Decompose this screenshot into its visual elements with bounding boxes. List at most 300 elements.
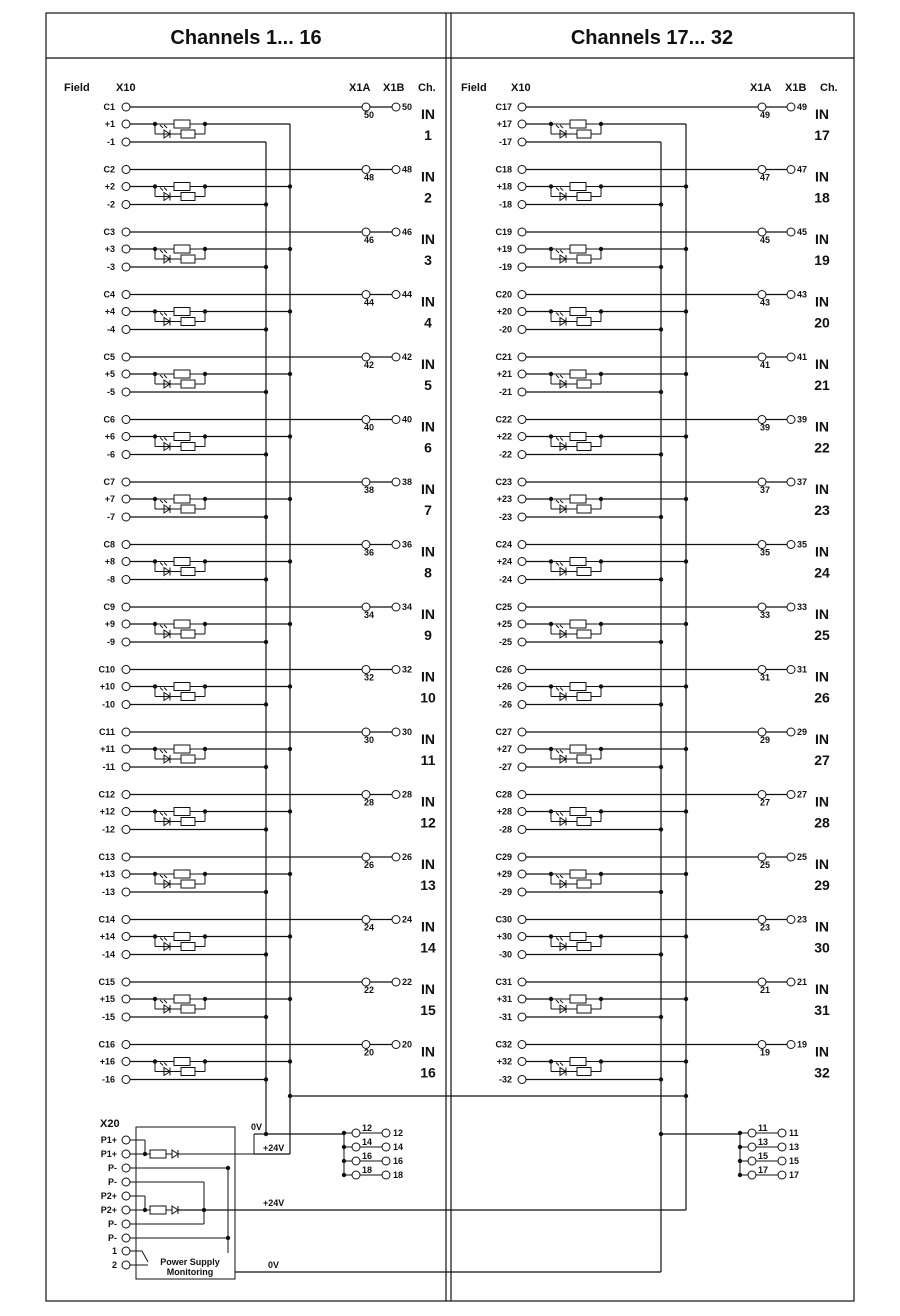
x1b-pin xyxy=(787,478,795,486)
channel-block-5 xyxy=(103,352,435,397)
x20-pin-label: P- xyxy=(108,1219,117,1229)
terminal-label-c: C5 xyxy=(103,352,115,362)
x10-c-pin xyxy=(518,666,526,674)
led-ray xyxy=(556,1063,559,1066)
resistor-symbol xyxy=(570,745,586,753)
led-ray xyxy=(164,563,167,566)
left-supply-terminal-number-b: 16 xyxy=(393,1156,404,1166)
led-ray xyxy=(160,125,163,128)
led-ray xyxy=(560,563,563,566)
x10-minus-pin xyxy=(518,201,526,209)
x10-plus-pin xyxy=(122,683,130,691)
led-ray xyxy=(164,125,167,128)
label-0v-bottom: 0V xyxy=(268,1260,280,1270)
x1a-number: 47 xyxy=(760,172,771,183)
terminal-label-plus: +18 xyxy=(496,181,512,192)
x10-c-pin xyxy=(122,916,130,924)
x10-plus-pin xyxy=(122,495,130,503)
x10-plus-pin xyxy=(518,933,526,941)
x1b-pin xyxy=(787,103,795,111)
led-ray xyxy=(160,813,163,816)
terminal-label-minus: -10 xyxy=(101,699,115,710)
led-ray xyxy=(160,688,163,691)
channel-block-26 xyxy=(495,665,830,710)
x10-label: X10 xyxy=(116,82,136,94)
led-ray xyxy=(160,375,163,378)
led-ray xyxy=(160,938,163,941)
channel-io-label: IN xyxy=(421,293,435,310)
resistor-symbol xyxy=(577,1068,591,1076)
led-ray xyxy=(160,1000,163,1003)
x10-minus-pin xyxy=(518,888,526,896)
x10-minus-pin xyxy=(518,263,526,271)
x10-plus-pin xyxy=(518,370,526,378)
x10-c-pin xyxy=(122,728,130,736)
channel-io-label: IN xyxy=(815,731,829,747)
channel-io-label: IN xyxy=(815,606,829,622)
channel-io-label: IN xyxy=(815,793,829,810)
channel-io-label: IN xyxy=(421,106,435,122)
terminal-label-minus: -28 xyxy=(498,824,512,835)
x20-pin-label: P1+ xyxy=(100,1149,117,1159)
terminal-label-c: C6 xyxy=(103,414,115,425)
channel-io-label: IN xyxy=(421,668,435,685)
terminal-label-minus: -8 xyxy=(106,574,115,585)
led-ray xyxy=(556,938,559,941)
channel-io-label: IN xyxy=(421,606,435,622)
led-ray xyxy=(560,250,563,253)
x10-plus-pin xyxy=(122,183,130,191)
terminal-label-minus: -11 xyxy=(102,762,115,772)
channel-block-7 xyxy=(103,477,435,522)
x10-minus-pin xyxy=(122,451,130,459)
x10-c-pin xyxy=(122,666,130,674)
x1b-number: 32 xyxy=(402,664,413,675)
x20-pin xyxy=(122,1261,130,1269)
resistor-symbol xyxy=(174,245,190,253)
channel-block-10 xyxy=(98,665,436,710)
x1b-number: 39 xyxy=(797,414,808,425)
x10-c-pin xyxy=(518,228,526,236)
left-supply-terminal-pin-a xyxy=(352,1171,360,1179)
led-ray xyxy=(160,625,163,628)
led-ray xyxy=(560,125,563,128)
x1b-number: 27 xyxy=(797,789,808,800)
x1b-number: 38 xyxy=(402,477,413,487)
led-ray xyxy=(556,250,559,253)
terminal-label-c: C10 xyxy=(98,664,115,675)
right-supply-terminal-number-a: 15 xyxy=(758,1151,769,1161)
resistor-symbol xyxy=(181,630,195,638)
x10-minus-pin xyxy=(122,388,130,396)
terminal-label-c: C3 xyxy=(103,227,115,237)
channel-io-label: IN xyxy=(421,543,435,560)
terminal-label-c: C18 xyxy=(495,164,512,175)
x1a-number: 19 xyxy=(760,1047,771,1058)
led-ray xyxy=(164,750,167,753)
led-ray xyxy=(160,875,163,878)
x20-pin-label: P- xyxy=(108,1233,117,1243)
led-ray xyxy=(164,188,167,191)
resistor-symbol xyxy=(577,380,591,388)
x10-c-pin xyxy=(122,603,130,611)
panel-title-left: Channels 1... 16 xyxy=(170,27,322,49)
resistor-symbol xyxy=(570,995,586,1003)
channel-block-19 xyxy=(495,227,830,272)
x20-pin-label: P- xyxy=(108,1163,117,1173)
terminal-label-plus: +14 xyxy=(99,931,115,942)
fuse-symbol xyxy=(150,1150,166,1158)
x10-c-pin xyxy=(518,291,526,299)
x1a-number: 40 xyxy=(364,422,375,433)
resistor-symbol xyxy=(181,943,195,951)
x1a-number: 41 xyxy=(760,360,771,370)
resistor-symbol xyxy=(577,318,591,326)
resistor-symbol xyxy=(577,255,591,263)
x10-plus-pin xyxy=(122,308,130,316)
x10-plus-pin xyxy=(122,1058,130,1066)
resistor-symbol xyxy=(577,505,591,513)
terminal-label-plus: +9 xyxy=(104,619,115,629)
x1b-number: 36 xyxy=(402,539,413,550)
channel-number: 14 xyxy=(420,939,436,956)
channel-io-label: IN xyxy=(421,793,435,810)
terminal-label-minus: -31 xyxy=(498,1012,512,1022)
x10-label: X10 xyxy=(511,82,531,94)
label-0v-top: 0V xyxy=(251,1122,263,1132)
x1b-pin xyxy=(392,478,400,486)
x1b-label: X1B xyxy=(383,82,405,94)
channel-block-4 xyxy=(103,290,435,335)
channel-number: 11 xyxy=(420,752,436,768)
x10-minus-pin xyxy=(518,701,526,709)
channel-io-label: IN xyxy=(421,1043,435,1060)
led-ray xyxy=(556,438,559,441)
x1b-pin xyxy=(392,166,400,174)
x1a-number: 24 xyxy=(364,922,375,933)
x10-minus-pin xyxy=(518,763,526,771)
x1b-number: 37 xyxy=(797,477,808,487)
x1b-pin xyxy=(392,416,400,424)
terminal-label-c: C11 xyxy=(98,727,115,737)
channel-block-1 xyxy=(103,102,435,147)
x10-c-pin xyxy=(122,1041,130,1049)
terminal-label-plus: +10 xyxy=(99,681,115,692)
x1a-number: 28 xyxy=(364,797,375,808)
led-ray xyxy=(556,125,559,128)
terminal-label-c: C27 xyxy=(495,727,512,737)
terminal-label-minus: -1 xyxy=(106,137,115,147)
resistor-symbol xyxy=(174,620,190,628)
channel-block-25 xyxy=(495,602,830,647)
channel-number: 10 xyxy=(420,689,436,706)
x20-pin xyxy=(122,1164,130,1172)
right-supply-terminal-number-a: 13 xyxy=(758,1137,769,1147)
channel-number: 5 xyxy=(424,377,432,393)
terminal-label-c: C7 xyxy=(103,477,115,487)
terminal-label-plus: +31 xyxy=(496,994,512,1004)
terminal-label-plus: +4 xyxy=(104,306,115,317)
x1b-number: 40 xyxy=(402,414,413,425)
channel-block-9 xyxy=(103,602,435,647)
x1a-number: 50 xyxy=(364,110,375,120)
channel-number: 24 xyxy=(814,564,830,581)
left-supply-terminal-number-b: 12 xyxy=(393,1128,404,1138)
right-supply-terminal-number-b: 11 xyxy=(789,1128,799,1138)
led-ray xyxy=(556,313,559,316)
terminal-label-minus: -26 xyxy=(498,699,512,710)
x10-minus-pin xyxy=(518,576,526,584)
x1a-number: 22 xyxy=(364,985,375,995)
resistor-symbol xyxy=(570,808,586,816)
terminal-label-c: C17 xyxy=(495,102,512,112)
led-ray xyxy=(164,438,167,441)
junction-dot xyxy=(143,1208,147,1212)
resistor-symbol xyxy=(577,568,591,576)
right-supply-terminal-pin-b xyxy=(778,1171,786,1179)
terminal-label-c: C24 xyxy=(495,539,512,550)
terminal-label-minus: -20 xyxy=(498,324,512,335)
right-supply-terminal-number-b: 17 xyxy=(789,1170,800,1180)
diode-symbol xyxy=(172,1206,178,1214)
x1a-label: X1A xyxy=(349,82,371,94)
led-ray xyxy=(164,250,167,253)
resistor-symbol xyxy=(570,558,586,566)
resistor-symbol xyxy=(577,818,591,826)
resistor-symbol xyxy=(570,183,586,191)
x1b-number: 19 xyxy=(797,1039,808,1050)
terminal-label-plus: +15 xyxy=(99,994,115,1004)
terminal-label-plus: +5 xyxy=(104,369,115,379)
resistor-symbol xyxy=(174,120,190,128)
channel-number: 22 xyxy=(814,439,830,456)
junction-dot xyxy=(202,1208,206,1212)
channel-block-18 xyxy=(495,165,830,210)
resistor-symbol xyxy=(181,318,195,326)
resistor-symbol xyxy=(174,433,190,441)
led-ray xyxy=(556,688,559,691)
resistor-symbol xyxy=(174,808,190,816)
terminal-label-c: C31 xyxy=(495,977,512,987)
terminal-label-minus: -5 xyxy=(106,387,115,397)
terminal-label-plus: +16 xyxy=(99,1056,115,1067)
x1b-pin xyxy=(787,291,795,299)
x20-pin xyxy=(122,1178,130,1186)
terminal-label-minus: -14 xyxy=(101,949,115,960)
panel-title-right: Channels 17... 32 xyxy=(570,27,734,49)
resistor-symbol xyxy=(174,870,190,878)
resistor-symbol xyxy=(174,683,190,691)
terminal-label-plus: +7 xyxy=(104,494,115,504)
x10-plus-pin xyxy=(518,620,526,628)
x10-plus-pin xyxy=(518,245,526,253)
x10-c-pin xyxy=(518,1041,526,1049)
led-ray xyxy=(164,938,167,941)
led-ray xyxy=(560,438,563,441)
x10-c-pin xyxy=(518,791,526,799)
x10-minus-pin xyxy=(122,826,130,834)
left-supply-terminal-number-a: 14 xyxy=(362,1137,373,1147)
x1b-pin xyxy=(787,353,795,361)
x1b-pin xyxy=(787,416,795,424)
channel-number: 28 xyxy=(814,814,830,831)
resistor-symbol xyxy=(570,433,586,441)
x10-c-pin xyxy=(122,103,130,111)
x1a-number: 46 xyxy=(364,235,375,245)
x20-pin xyxy=(122,1234,130,1242)
x1b-number: 35 xyxy=(797,539,808,550)
channel-io-label: IN xyxy=(815,543,829,560)
channel-block-22 xyxy=(495,415,830,460)
led-ray xyxy=(556,375,559,378)
terminal-label-c: C2 xyxy=(103,164,115,175)
terminal-label-plus: +8 xyxy=(104,556,115,567)
resistor-symbol xyxy=(174,933,190,941)
x10-plus-pin xyxy=(122,120,130,128)
channel-number: 18 xyxy=(814,189,830,206)
channel-block-11 xyxy=(99,727,436,772)
terminal-label-minus: -7 xyxy=(106,512,115,522)
x1a-number: 36 xyxy=(364,547,375,558)
resistor-symbol xyxy=(174,558,190,566)
x1b-pin xyxy=(787,978,795,986)
terminal-label-minus: -18 xyxy=(498,199,512,210)
x1b-pin xyxy=(392,1041,400,1049)
led-ray xyxy=(164,1063,167,1066)
terminal-label-minus: -22 xyxy=(498,449,512,460)
x10-c-pin xyxy=(122,541,130,549)
left-supply-terminal-number-a: 18 xyxy=(362,1165,373,1175)
x10-minus-pin xyxy=(122,513,130,521)
terminal-label-c: C20 xyxy=(495,289,512,300)
channel-io-label: IN xyxy=(815,918,829,935)
channel-number: 1 xyxy=(424,127,432,143)
resistor-symbol xyxy=(181,505,195,513)
resistor-symbol xyxy=(577,1005,591,1013)
x20-pin-label: P- xyxy=(108,1177,117,1187)
channel-block-29 xyxy=(495,852,830,897)
led-ray xyxy=(164,688,167,691)
resistor-symbol xyxy=(577,130,591,138)
x10-minus-pin xyxy=(518,1076,526,1084)
x1b-number: 31 xyxy=(797,664,808,675)
left-supply-terminal-number-a: 12 xyxy=(362,1123,373,1133)
x10-minus-pin xyxy=(518,513,526,521)
x10-minus-pin xyxy=(122,138,130,146)
x10-minus-pin xyxy=(518,826,526,834)
x1a-number: 30 xyxy=(364,735,375,745)
terminal-label-plus: +22 xyxy=(496,431,512,442)
terminal-label-c: C26 xyxy=(495,664,512,675)
right-supply-terminal-pin-a xyxy=(748,1143,756,1151)
left-supply-terminal-pin-a xyxy=(352,1129,360,1137)
x10-minus-pin xyxy=(518,1013,526,1021)
x20-pin-label: P2+ xyxy=(100,1205,117,1215)
channel-number: 9 xyxy=(424,627,432,643)
led-ray xyxy=(164,313,167,316)
resistor-symbol xyxy=(577,880,591,888)
x1b-pin xyxy=(787,166,795,174)
x10-c-pin xyxy=(518,541,526,549)
led-ray xyxy=(560,625,563,628)
resistor-symbol xyxy=(570,683,586,691)
right-supply-terminal-number-a: 11 xyxy=(758,1123,768,1133)
terminal-label-plus: +29 xyxy=(496,869,512,879)
x1b-pin xyxy=(787,916,795,924)
x1a-number: 35 xyxy=(760,547,771,558)
resistor-symbol xyxy=(570,1058,586,1066)
terminal-label-plus: +23 xyxy=(496,494,512,504)
resistor-symbol xyxy=(174,370,190,378)
x10-plus-pin xyxy=(518,558,526,566)
channel-block-13 xyxy=(98,852,436,897)
right-supply-terminal-number-a: 17 xyxy=(758,1165,769,1175)
x10-minus-pin xyxy=(122,201,130,209)
x10-minus-pin xyxy=(518,388,526,396)
terminal-label-c: C25 xyxy=(495,602,512,612)
x20-pin xyxy=(122,1136,130,1144)
led-ray xyxy=(160,313,163,316)
terminal-label-minus: -30 xyxy=(498,949,512,960)
led-ray xyxy=(160,750,163,753)
x10-minus-pin xyxy=(122,951,130,959)
x1a-number: 29 xyxy=(760,735,771,745)
x10-plus-pin xyxy=(518,120,526,128)
terminal-label-c: C19 xyxy=(495,227,512,237)
right-supply-terminal-pin-a xyxy=(748,1171,756,1179)
x20-pin-label: 1 xyxy=(111,1246,117,1256)
x10-c-pin xyxy=(518,166,526,174)
channel-io-label: IN xyxy=(421,168,435,185)
terminal-label-c: C22 xyxy=(495,414,512,425)
channel-number: 16 xyxy=(420,1064,436,1081)
led-ray xyxy=(160,438,163,441)
channels-1-16 xyxy=(98,102,436,1134)
x1b-number: 26 xyxy=(402,852,413,862)
channel-io-label: IN xyxy=(815,356,829,372)
channel-number: 19 xyxy=(814,252,830,268)
x1a-number: 39 xyxy=(760,422,771,433)
terminal-label-c: C23 xyxy=(495,477,512,487)
channel-number: 15 xyxy=(420,1002,436,1018)
x10-minus-pin xyxy=(122,888,130,896)
channel-number: 32 xyxy=(814,1064,830,1081)
led-ray xyxy=(164,1000,167,1003)
left-supply-terminal-pin-b xyxy=(382,1129,390,1137)
resistor-symbol xyxy=(577,630,591,638)
x10-plus-pin xyxy=(518,808,526,816)
x1b-number: 48 xyxy=(402,164,413,175)
x1a-number: 26 xyxy=(364,860,375,870)
x20-pin xyxy=(122,1220,130,1228)
channel-block-16 xyxy=(98,1040,436,1085)
terminal-label-minus: -17 xyxy=(498,137,512,147)
channel-number: 8 xyxy=(424,564,432,581)
x10-minus-pin xyxy=(122,1013,130,1021)
x1b-number: 22 xyxy=(402,977,413,987)
channel-io-label: IN xyxy=(421,481,435,497)
resistor-symbol xyxy=(577,193,591,201)
x1a-number: 21 xyxy=(760,985,771,995)
x1a-number: 38 xyxy=(364,485,375,495)
channel-io-label: IN xyxy=(815,1043,829,1060)
terminal-label-minus: -12 xyxy=(101,824,115,835)
x1b-pin xyxy=(392,603,400,611)
resistor-symbol xyxy=(174,183,190,191)
right-supply-terminal-pin-b xyxy=(778,1143,786,1151)
terminal-label-plus: +26 xyxy=(496,681,512,692)
x10-minus-pin xyxy=(518,326,526,334)
